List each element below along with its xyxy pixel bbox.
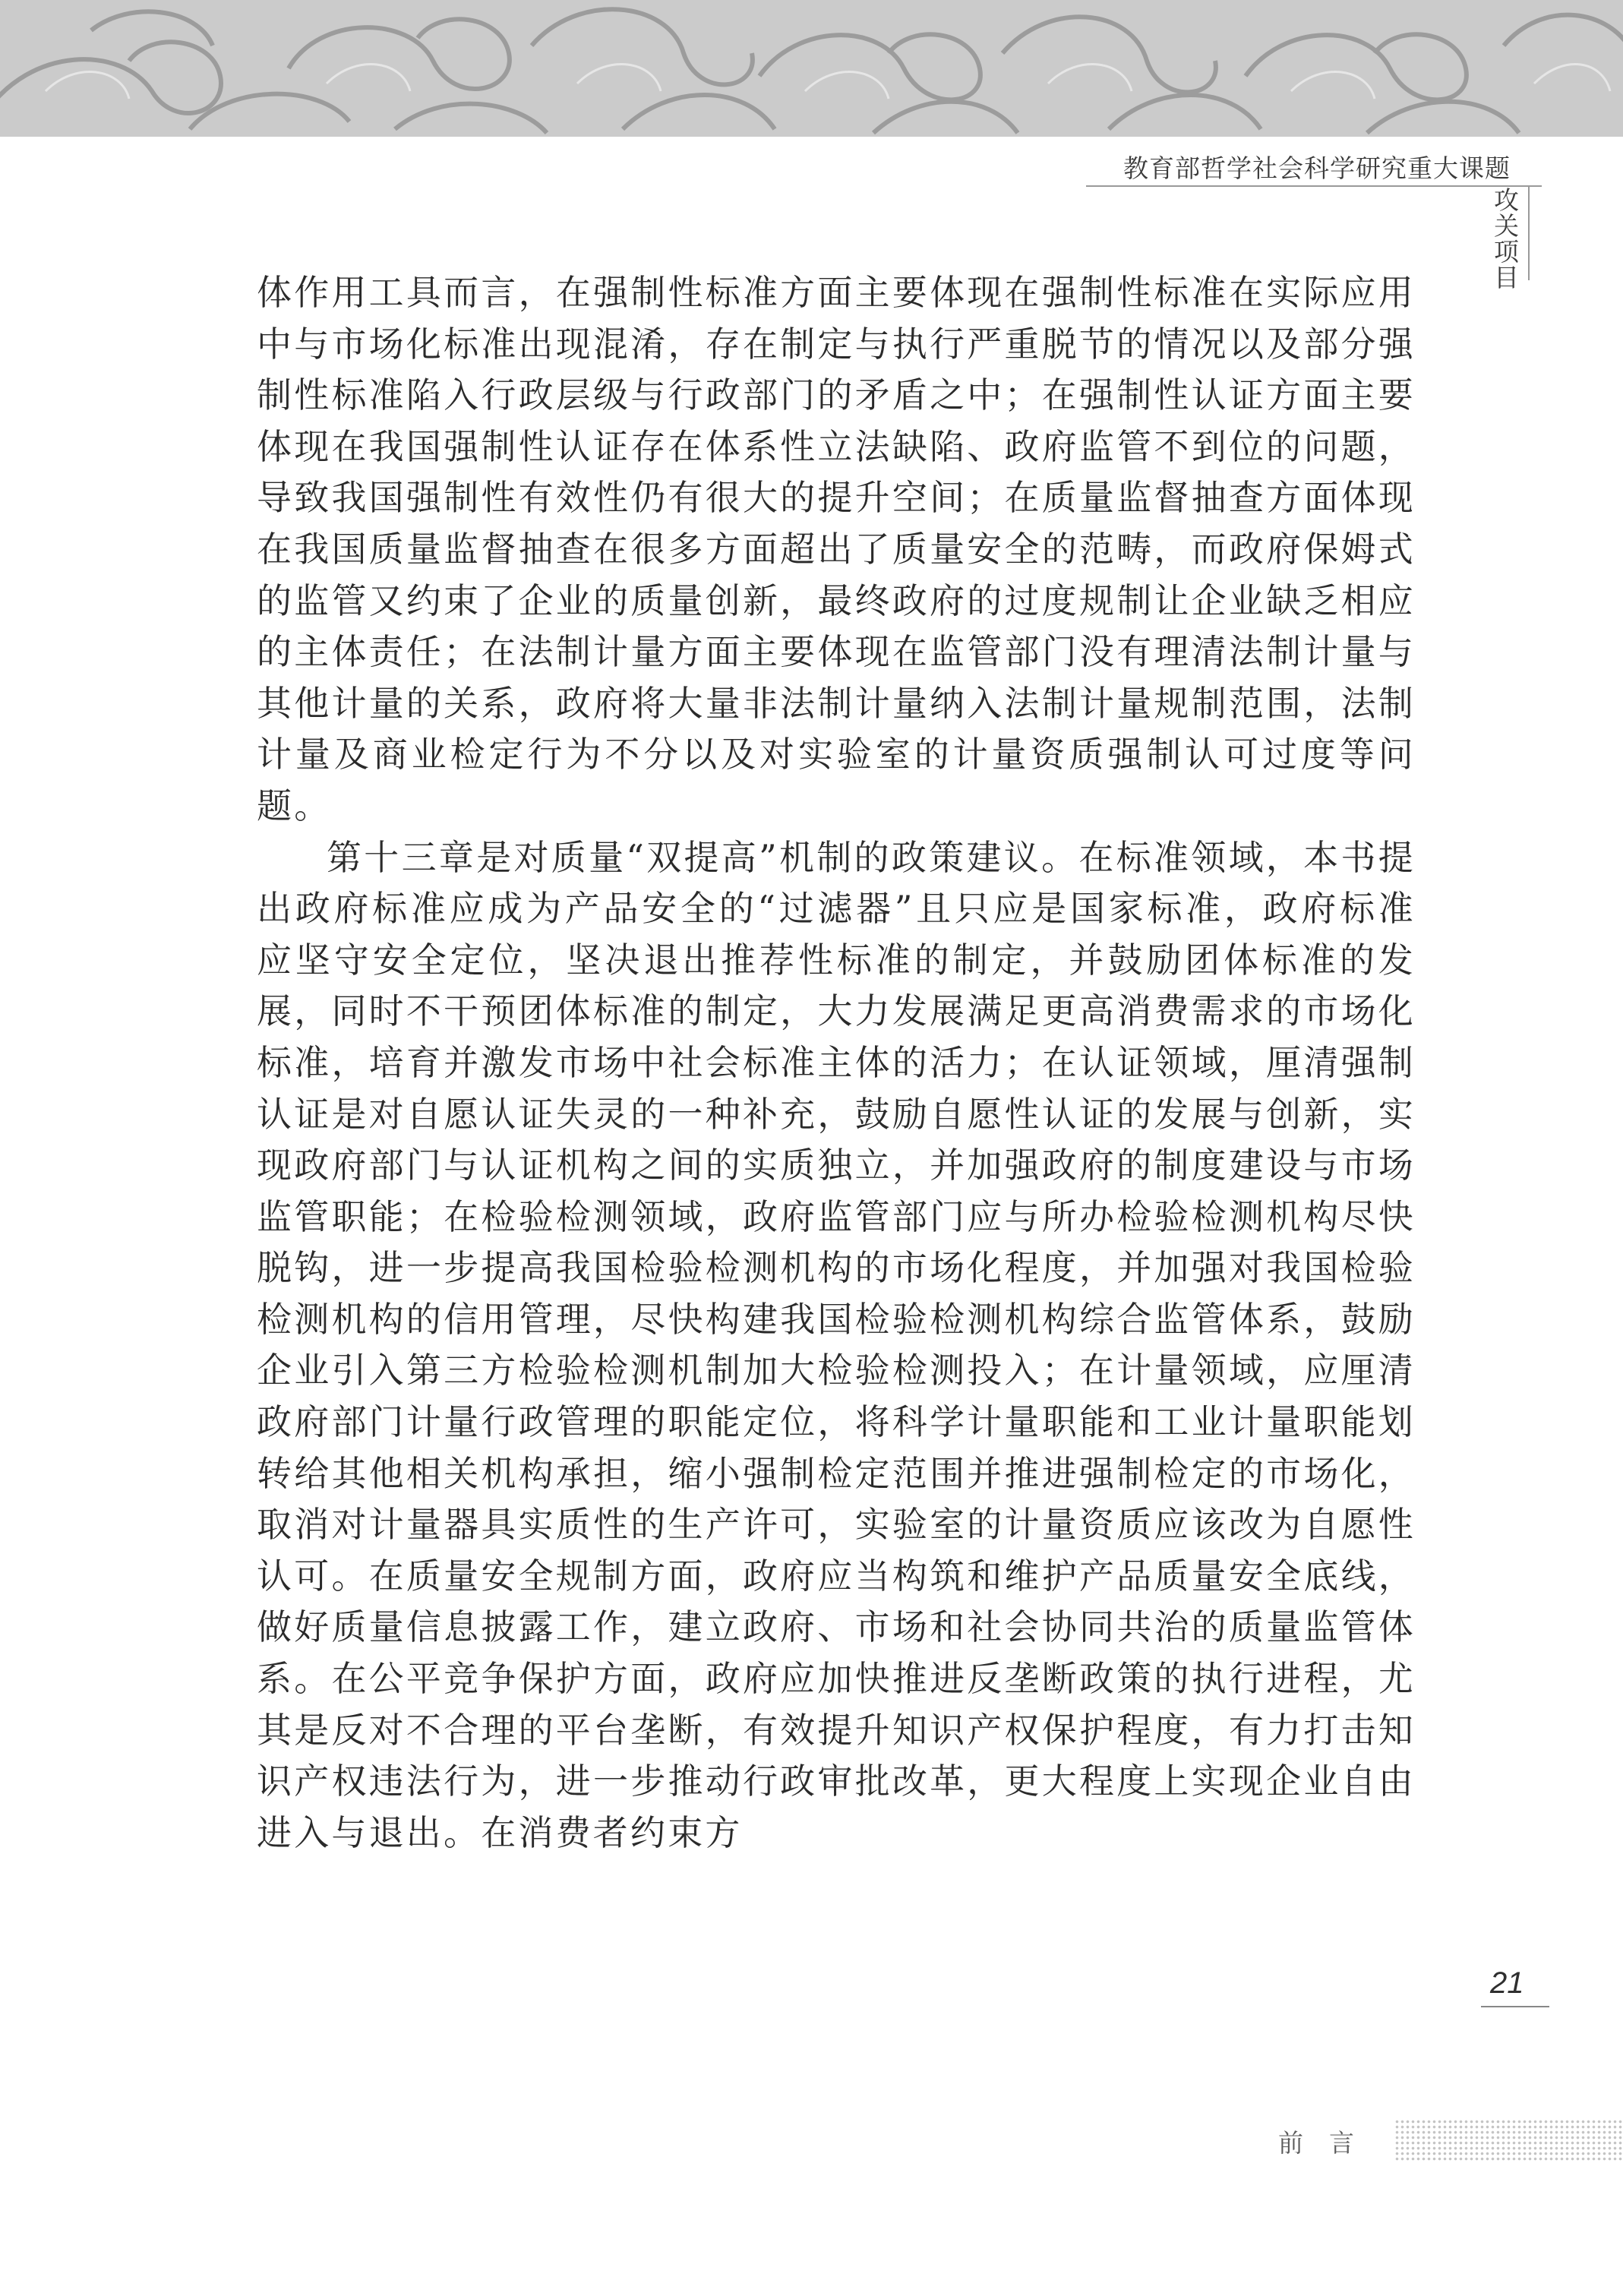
cloud-pattern-icon	[0, 0, 1623, 137]
decorative-cloud-banner	[0, 0, 1623, 137]
section-label: 前言	[1278, 2128, 1380, 2158]
series-title: 教育部哲学社会科学研究重大课题	[1123, 153, 1511, 183]
paragraph: 体作用工具而言，在强制性标准方面主要体现在强制性标准在实际应用中与市场化标准出现混淆，存在制定与执行严重脱节的情况以及部分强制性标准陷入行政层级与行政部门的矛盾之中；在强制性认证方面主要体现在我国强制性认证存在体系性立法缺陷、政府监管不到位的问题，导致我国强制性有效性仍有很大的提升空间；在质量监督抽查方面体现在我国质量监督抽查在很多方面超出了质量安全的范畴，而政府保姆式的监管又约束了企业的质量创新，最终政府的过度规制让企业缺乏相应的主体责任；在法制计量方面主要体现在监管部门没有理清法制计量与其他计量的关系，政府将大量非法制计量纳入法制计量规制范围，法制计量及商业检定行为不分以及对实验室的计量资质强制认可过度等问题。	[257, 272, 1416, 826]
dot-pattern-decoration	[1394, 2119, 1623, 2162]
paragraph: 第十三章是对质量“双提高”机制的政策建议。在标准领域，本书提出政府标准应成为产品安全的“过滤器”且只应是国家标准，政府标准应坚守安全定位，坚决退出推荐性标准的制定，并鼓励团体标准的发展，同时不干预团体标准的制定，大力发展满足更高消费需求的市场化标准，培育并激发市场中社会标准主体的活力；在认证领域，厘清强制认证是对自愿认证失灵的一种补充，鼓励自愿性认证的发展与创新，实现政府部门与认证机构之间的实质独立，并加强政府的制度建设与市场监管职能；在检验检测领域，政府监管部门应与所办检验检测机构尽快脱钩，进一步提高我国检验检测机构的市场化程度，并加强对我国检验检测机构的信用管理，尽快构建我国检验检测机构综合监管体系，鼓励企业引入第三方检验检测机制加大检验检测投入；在计量领域，应厘清政府部门计量行政管理的职能定位，将科学计量职能和工业计量职能划转给其他相关机构承担，缩小强制检定范围并推进强制检定的市场化，取消对计量器具实质性的生产许可，实验室的计量资质应该改为自愿性认可。在质量安全规制方面，政府应当构筑和维护产品质量安全底线，做好质量信息披露工作，建立政府、市场和社会协同共治的质量监管体系。在公平竞争保护方面，政府应加快推进反垄断政策的执行进程，尤其是反对不合理的平台垄断，有效提升知识产权保护程度，有力打击知识产权违法行为，进一步推动行政审批改革，更大程度上实现企业自由进入与退出。在消费者约束方	[257, 836, 1416, 1853]
series-subtitle: 攻关项目	[1490, 187, 1520, 290]
page-number-rule	[1481, 2006, 1549, 2007]
header-divider	[1086, 185, 1542, 187]
page-number: 21	[1490, 1966, 1524, 2000]
side-divider	[1528, 185, 1530, 280]
body-text	[257, 267, 1416, 1859]
